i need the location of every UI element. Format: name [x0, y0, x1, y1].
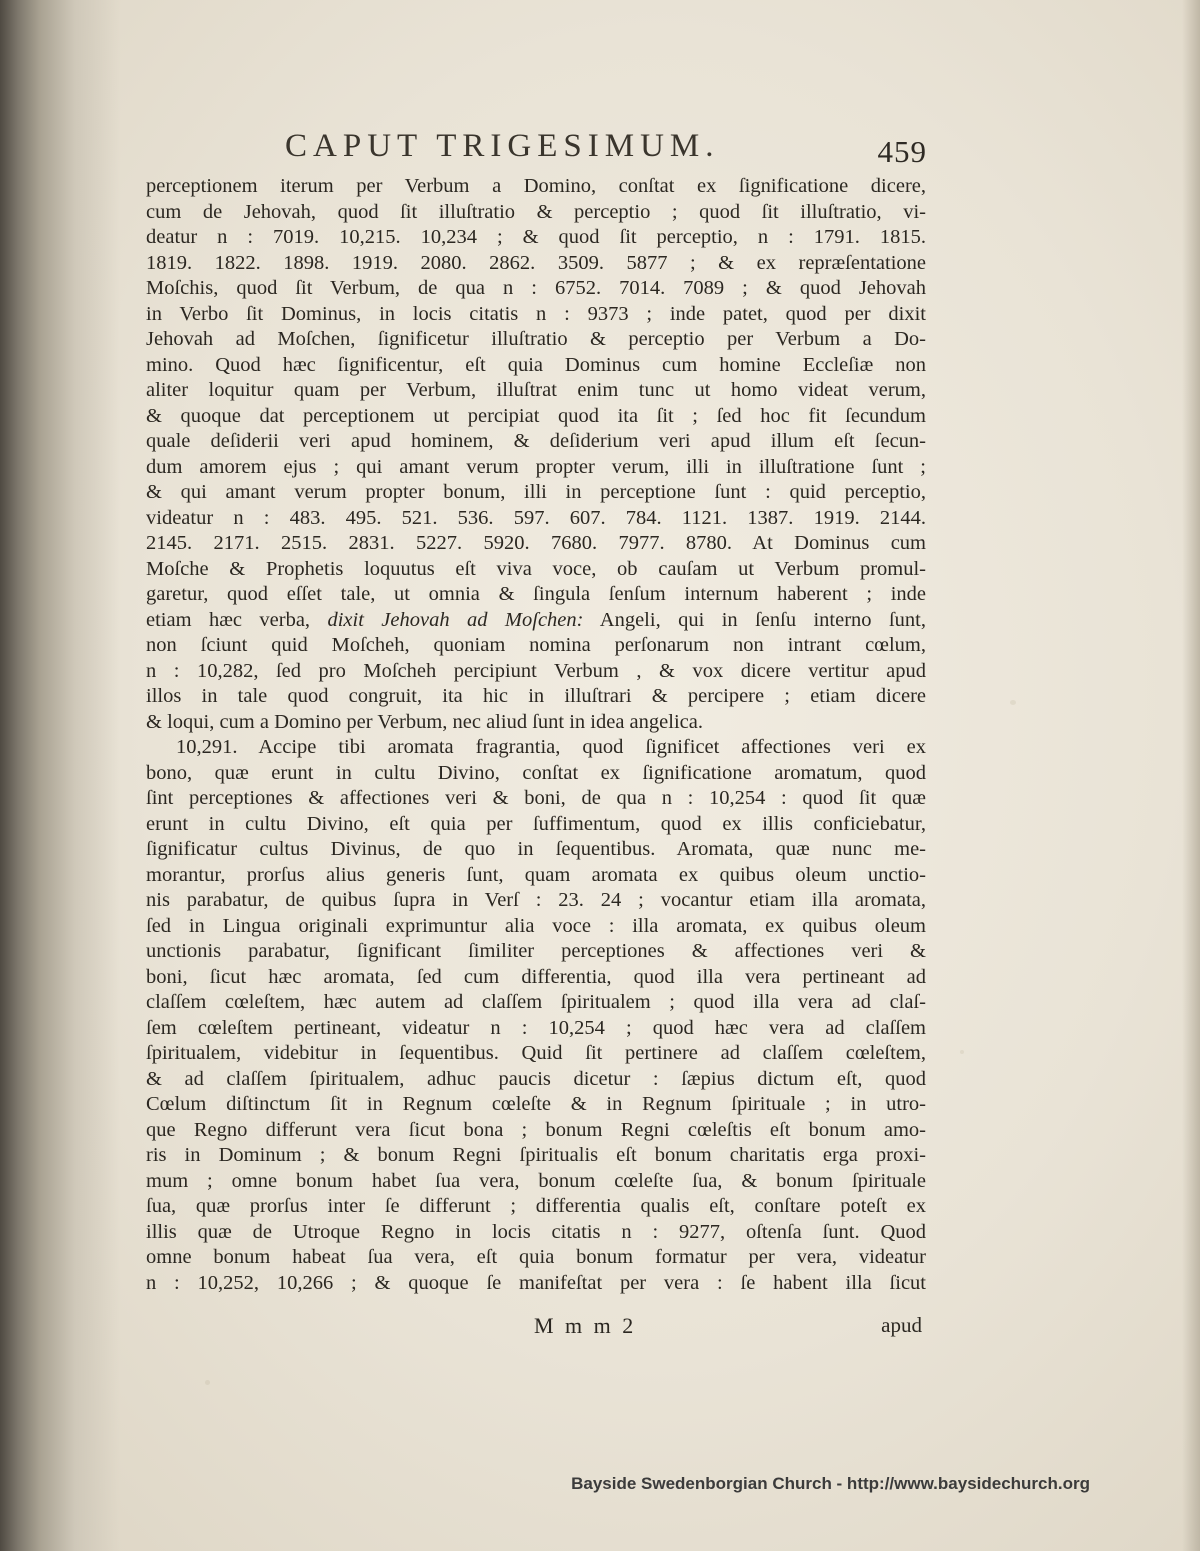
text-line: ris in Dominum ; & bonum Regni ſpiritualis eſt bonum charitatis erga proxi-: [146, 1144, 926, 1166]
text-line: 2145. 2171. 2515. 2831. 5227. 5920. 7680. 7977. 8780. At Dominus cum: [146, 532, 926, 554]
running-title: CAPUT TRIGESIMUM.: [285, 128, 720, 164]
text-line: ſpiritualem, videbitur in ſequentibus. Quid ſit pertinere ad claſſem cœleſtem,: [146, 1042, 926, 1064]
text-line: & ad claſſem ſpiritualem, adhuc paucis dicetur : ſæpius dictum eſt, quod: [146, 1067, 926, 1090]
source-watermark: Bayside Swedenborgian Church - http://www.baysidechurch.org: [571, 1474, 1090, 1493]
text-line: ſua, quæ prorſus inter ſe differunt ; differentia qualis eſt, conſtare poteſt ex: [146, 1195, 926, 1217]
text-line: omne bonum habeat ſua vera, eſt quia bonum formatur per vera, videatur: [146, 1246, 926, 1268]
text-line: nis parabatur, de quibus ſupra in Verſ : 23. 24 ; vocantur etiam illa aromata,: [146, 889, 926, 911]
text-line: ſem cœleſtem pertineant, videatur n : 10,254 ; quod hæc vera ad claſſem: [146, 1016, 926, 1039]
text-line: perceptionem iterum per Verbum a Domino, conſtat ex ſignificatione dicere,: [146, 175, 926, 197]
body-text: [146, 174, 926, 1296]
text-line: bono, quæ erunt in cultu Divino, conſtat ex ſignificatione aromatum, quod: [146, 761, 926, 784]
text-line: dum amorem ejus ; qui amant verum propter verum, illi in illuſtratione ſunt ;: [146, 455, 926, 478]
signature-mark: M m m 2: [534, 1313, 637, 1338]
text-line: & quoque dat perceptionem ut percipiat quod ita ſit ; ſed hoc fit ſecundum: [146, 404, 926, 427]
text-line: & qui amant verum propter bonum, illi in perceptione ſunt : quid perceptio,: [146, 481, 926, 503]
text-line: in Verbo ſit Dominus, in locis citatis n : 9373 ; inde patet, quod per dixit: [146, 302, 926, 325]
page-number: 459: [877, 134, 927, 169]
text-line: deatur n : 7019. 10,215. 10,234 ; & quod ſit perceptio, n : 1791. 1815.: [146, 226, 926, 248]
text-line: mino. Quod hæc ſignificentur, eſt quia Dominus cum homine Eccleſiæ non: [146, 353, 926, 376]
text-line: ſint perceptiones & affectiones veri & boni, de qua n : 10,254 : quod ſit quæ: [146, 787, 926, 809]
catchword: apud: [881, 1313, 922, 1337]
text-line: morantur, prorſus alius generis ſunt, quam aromata ex quibus oleum unctio-: [146, 863, 926, 886]
text-line: Moſche & Prophetis loquutus eſt viva voce, ob cauſam ut Verbum promul-: [146, 557, 926, 580]
text-fragment: etiam hæc verba,: [146, 608, 328, 631]
text-line: cum de Jehovah, quod ſit illuſtratio & perceptio ; quod ſit illuſtratio, vi-: [146, 200, 926, 223]
paragraph-end-line: & loqui, cum a Domino per Verbum, nec aliud ſunt in idea angelica.: [146, 710, 703, 733]
text-line: ſed in Lingua originali exprimuntur alia voce : illa aromata, ex quibus oleum: [146, 914, 926, 937]
text-line: illos in tale quod congruit, ita hic in illuſtrari & percipere ; etiam dicere: [146, 685, 926, 707]
binding-shadow: [0, 0, 120, 1551]
text-line: Moſchis, quod ſit Verbum, de qua n : 6752. 7014. 7089 ; & quod Jehovah: [146, 277, 926, 299]
text-line: que Regno differunt vera ſicut bona ; bonum Regni cœleſtis eſt bonum amo-: [146, 1118, 926, 1141]
text-line: unctionis parabatur, ſignificant ſimiliter perceptiones & affectiones veri &: [146, 940, 926, 962]
text-line: n : 10,252, 10,266 ; & quoque ſe manifeſtat per vera : ſe habent illa ſicut: [146, 1271, 926, 1294]
text-line: quale deſiderii veri apud hominem, & deſiderium veri apud illum eſt ſecun-: [146, 430, 926, 452]
text-line: videatur n : 483. 495. 521. 536. 597. 607. 784. 1121. 1387. 1919. 2144.: [146, 506, 926, 529]
page-edge: [1182, 0, 1200, 1551]
text-line: boni, ſicut hæc aromata, ſed cum differentia, quod illa vera pertineant ad: [146, 965, 926, 988]
page-footer: [146, 1313, 926, 1341]
text-line: claſſem cœleſtem, hæc autem ad claſſem ſpiritualem ; quod illa vera ad claſ-: [146, 991, 926, 1013]
text-line: Cœlum diſtinctum ſit in Regnum cœleſte & in Regnum ſpirituale ; in utro-: [146, 1093, 926, 1115]
text-line: mum ; omne bonum habet ſua vera, bonum cœleſte ſua, & bonum ſpirituale: [146, 1169, 926, 1192]
running-header: [285, 120, 945, 180]
italic-phrase: dixit Jehovah ad Moſchen:: [327, 608, 584, 631]
text-line: garetur, quod eſſet tale, ut omnia & ſingula ſenſum internum haberent ; inde: [146, 583, 926, 605]
text-line: non ſciunt quid Moſcheh, quoniam nomina perſonarum non intrant cœlum,: [146, 634, 926, 656]
text-line: Jehovah ad Moſchen, ſignificetur illuſtratio & perceptio per Verbum a Do-: [146, 328, 926, 350]
text-fragment: Angeli, qui in ſenſu interno ſunt,: [583, 608, 926, 631]
text-line: erunt in cultu Divino, eſt quia per ſuffimentum, quod ex illis conficiebatur,: [146, 812, 926, 835]
text-line: 1819. 1822. 1898. 1919. 2080. 2862. 3509. 5877 ; & ex repræſentatione: [146, 251, 926, 274]
paragraph-start-line: 10,291. Accipe tibi aromata fragrantia, quod ſignificet affectiones veri ex: [176, 736, 926, 758]
text-line: n : 10,282, ſed pro Moſcheh percipiunt Verbum , & vox dicere vertitur apud: [146, 659, 926, 682]
text-line: aliter loquitur quam per Verbum, illuſtrat enim tunc ut homo videat verum,: [146, 379, 926, 401]
text-line: illis quæ de Utroque Regno in locis citatis n : 9277, oſtenſa ſunt. Quod: [146, 1220, 926, 1243]
text-line: ſignificatur cultus Divinus, de quo in ſequentibus. Aromata, quæ nunc me-: [146, 838, 926, 860]
text-line-with-italic: [146, 608, 926, 634]
